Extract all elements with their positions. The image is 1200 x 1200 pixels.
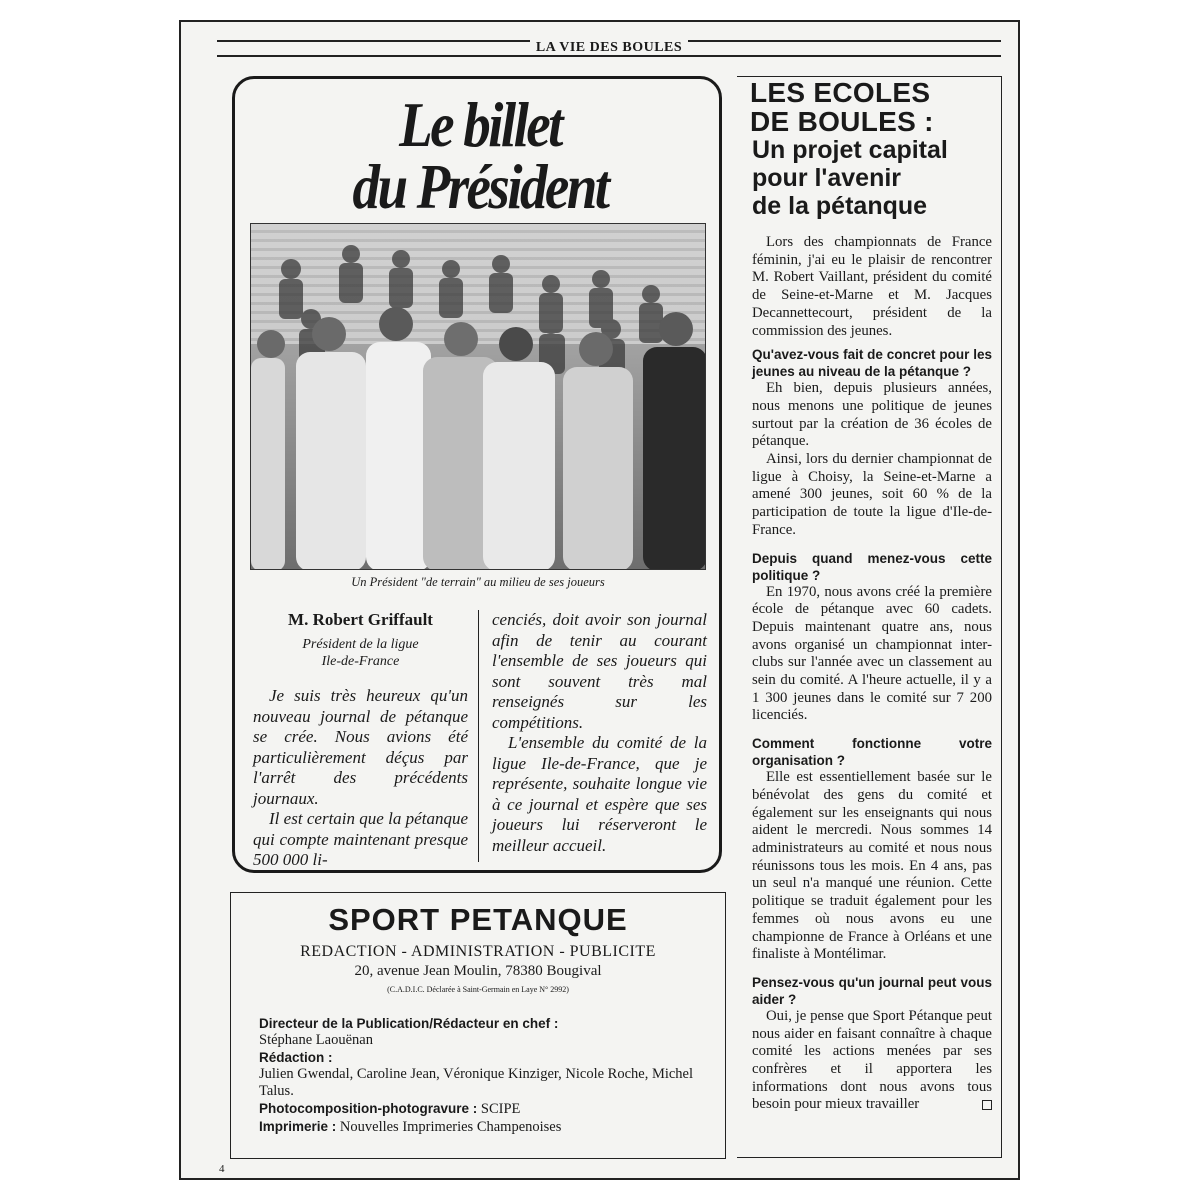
masthead-legal: (C.A.D.I.C. Déclarée à Saint-Germain en Laye N° 2992) xyxy=(387,985,569,994)
masthead-subtitle: REDACTION - ADMINISTRATION - PUBLICITE xyxy=(300,943,656,960)
billet-title-line2: du Président xyxy=(352,151,608,222)
ecoles-heading-line5: de la pétanque xyxy=(752,192,928,220)
ecoles-article-body xyxy=(752,234,992,1114)
masthead-address: 20, avenue Jean Moulin, 78380 Bougival xyxy=(354,963,602,979)
masthead-credits xyxy=(259,1015,709,1136)
billet-paragraph: Je suis très heureux qu'un nouveau journal de pétanque se crée. Nous avions été particulièrement déçus par l'arrêt des précédents journaux. xyxy=(253,686,468,808)
credit-value: Julien Gwendal, Caroline Jean, Véronique Kinziger, Nicole Roche, Michel Talus. xyxy=(259,1066,694,1099)
credit-value: Nouvelles Imprimeries Champenoises xyxy=(339,1119,562,1135)
billet-title-line1: Le billet xyxy=(399,89,561,160)
credit-label: Directeur de la Publication/Rédacteur en chef : xyxy=(259,1016,559,1031)
interview-answer: En 1970, nous avons créé la première école de pétanque avec 60 cadets. Depuis maintenant quatre ans, nous avons organisé un championnat inter-clubs sur l'année avec un classement au sein du comité. A l'heure actuelle, il y a 1 300 jeunes dans le comité sur 7 200 licenciés. xyxy=(752,583,992,724)
end-mark-icon xyxy=(982,1100,992,1110)
ecoles-heading-line2: DE BOULES : xyxy=(750,106,934,137)
interview-answer: Oui, je pense que Sport Pétanque peut nous aider en faisant connaître à chaque comité les actions menées par ses confrères et il apportera les informations dont nous avons tous besoin pour mieux travailler xyxy=(752,1007,992,1113)
interview-answer: Eh bien, depuis plusieurs années, nous menons une politique de jeunes surtout par la création de 36 écoles de pétanque. xyxy=(752,380,992,450)
ecoles-heading-line1: LES ECOLES xyxy=(750,77,931,108)
credit-value: Stéphane Laouënan xyxy=(259,1032,373,1048)
credit-label: Rédaction : xyxy=(259,1050,333,1065)
credit-label: Photocomposition-photogravure : xyxy=(259,1101,478,1116)
billet-title xyxy=(325,89,635,222)
interview-answer: Ainsi, lors du dernier championnat de ligue à Choisy, la Seine-et-Marne a amené 300 jeunes, soit 60 % de la participation de toute la ligue d'Ile-de-France. xyxy=(752,451,992,538)
ecoles-intro: Lors des championnats de France féminin, j'ai eu le plaisir de rencontrer M. Robert Vaillant, président du comité de Seine-et-Marne et M. Jacques Decannettecourt, président de la commission des jeunes. xyxy=(752,234,992,339)
group-photo xyxy=(250,223,706,570)
billet-paragraph: L'ensemble du comité de la ligue Ile-de-France, que je représente, souhaite longue vie à ce journal et espère que ses joueurs lui réserveront le meilleur accueil. xyxy=(492,733,707,855)
interview-question: Depuis quand menez-vous cette politique ? xyxy=(752,550,992,583)
column-divider xyxy=(478,610,479,862)
interview-question: Pensez-vous qu'un journal peut vous aider ? xyxy=(752,974,992,1007)
billet-right-column xyxy=(492,610,707,856)
ecoles-headline xyxy=(750,78,995,220)
interview-question: Comment fonctionne votre organisation ? xyxy=(752,736,992,769)
group-photo-figures xyxy=(251,224,706,570)
ecoles-heading-line3: Un projet capital xyxy=(752,136,948,164)
credit-value: SCIPE xyxy=(480,1101,521,1117)
billet-paragraph: Il est certain que la pétanque qui compte maintenant presque 500 000 li- xyxy=(253,809,468,869)
section-title: LA VIE DES BOULES xyxy=(217,40,1001,55)
photo-caption: Un Président "de terrain" au milieu de ses joueurs xyxy=(351,575,605,589)
author-name: M. Robert Griffault xyxy=(288,610,433,629)
billet-left-column xyxy=(253,686,468,871)
author-role xyxy=(258,636,463,670)
author-role-line2: Ile-de-France xyxy=(321,654,400,669)
billet-paragraph: cenciés, doit avoir son journal afin de tenir au courant l'ensemble de ses joueurs qui sont souvent très mal renseignés sur les compétitions. xyxy=(492,610,707,732)
header-rule-bottom xyxy=(217,55,1001,57)
masthead-title: SPORT PETANQUE xyxy=(328,902,628,937)
page-number: 4 xyxy=(219,1163,225,1175)
credit-label: Imprimerie : xyxy=(259,1119,337,1134)
author-role-line1: Président de la ligue xyxy=(302,637,419,652)
interview-answer: Elle est essentiellement basée sur le bénévolat des gens du comité et également sur les enseignants qui nous aident le mercredi. Nous sommes 14 administrateurs au comité et nous nous réunissons tous les mois. En 4 ans, pas un seul n'a manqué une réunion. Cette politique se traduit également pour les femmes où nous avons eu une championne de France à Orléans et une finaliste à Montélimar. xyxy=(752,769,992,963)
ecoles-heading-line4: pour l'avenir xyxy=(752,164,902,192)
interview-question: Qu'avez-vous fait de concret pour les jeunes au niveau de la pétanque ? xyxy=(752,347,992,380)
